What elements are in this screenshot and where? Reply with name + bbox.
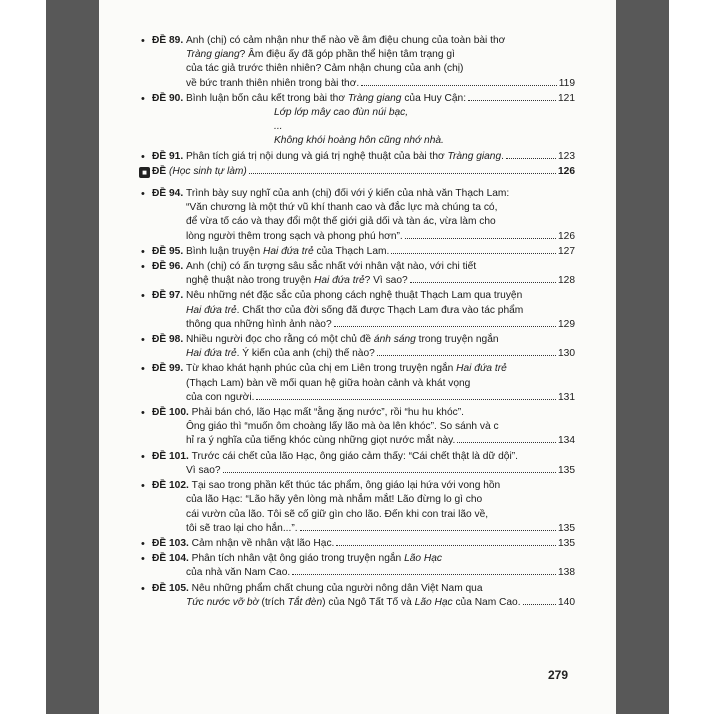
toc-entry-line: ĐỀ 102. Tại sao trong phần kết thúc tác phẩm, ông giáo lại hứa với vong hồn [152, 480, 501, 492]
toc-entry-number: ĐỀ 94. [152, 188, 186, 200]
toc-entry-line: của tác giả trước thiên nhiên? Cảm nhận chung của anh (chị) [186, 63, 464, 75]
toc-entry-line: ĐỀ 90. Bình luận bốn câu kết trong bài thơ Tràng giang của Huy Cận: 121 [152, 92, 575, 106]
bullet-icon: • [141, 188, 145, 201]
toc-entry-line: của con người. 131 [152, 391, 575, 405]
toc-entry-number: ĐỀ 90. [152, 92, 186, 104]
toc-entry-number: ĐỀ 104. [152, 553, 192, 565]
bullet-icon: • [141, 245, 145, 258]
toc-page-number: 130 [558, 348, 575, 360]
toc-page-number: 129 [558, 318, 575, 330]
toc-page-number: 126 [558, 165, 575, 177]
toc-entry-number: ĐỀ 100. [152, 407, 192, 419]
toc-entry [139, 479, 575, 536]
toc-entry-line: ĐỀ 100. Phải bán chó, lão Hạc mất “ằng ặng nước”, rồi “hu hu khóc”. [152, 407, 464, 419]
toc-entry-line: Tràng giang? Âm điệu ấy đã góp phần thể hiện tâm trạng gì [186, 49, 455, 61]
toc-entry-line: tôi sẽ trao lại cho hắn...”. 135 [152, 522, 575, 536]
toc-entry-line: của nhà văn Nam Cao. 138 [152, 566, 575, 580]
toc-entry-line: nghệ thuật nào trong truyện Hai đứa trẻ? Vì sao? 128 [152, 274, 575, 288]
toc-entry [139, 150, 575, 164]
toc-entry-number: ĐỀ 98. [152, 334, 186, 346]
page-number: 279 [548, 668, 569, 682]
poem-line: Lớp lớp mây cao đùn núi bạc, [274, 107, 409, 119]
toc-page-number: 140 [558, 596, 575, 608]
toc-entry-number: ĐỀ 96. [152, 261, 186, 273]
toc-entry-line: ĐỀ 103. Cảm nhận về nhân vật lão Hạc. 135 [152, 537, 575, 551]
right-frame [616, 0, 669, 714]
toc-entry [139, 245, 575, 259]
toc-entry-line: thông qua những hình ảnh nào? 129 [152, 318, 575, 332]
toc-entry [139, 260, 575, 288]
bullet-icon: • [141, 261, 145, 274]
bullet-icon: • [141, 582, 145, 595]
toc-entry [139, 537, 575, 551]
toc-entry-line: về bức tranh thiên nhiên trong bài thơ. 119 [152, 77, 575, 91]
toc-page-number: 135 [558, 522, 575, 534]
toc-entry-line: Ông giáo thì “muốn ôm choàng lấy lão mà òa lên khóc”. So sánh và c [186, 421, 499, 433]
poem-line: ... [274, 121, 283, 133]
square-marker-icon: ■ [139, 167, 150, 178]
toc-entry-number: ĐỀ 97. [152, 290, 186, 302]
toc-entry-line: để vừa tố cáo và thay đổi một thế giới giả dối và tàn ác, vừa làm cho [186, 216, 496, 228]
toc-page-number: 126 [558, 230, 575, 242]
toc-entry-number: ĐỀ 102. [152, 480, 192, 492]
bullet-icon: • [141, 290, 145, 303]
toc-entry [139, 289, 575, 332]
toc-page-number: 128 [558, 275, 575, 287]
toc-entry-number: ĐỀ 89. [152, 35, 186, 46]
toc-page-number: 131 [558, 391, 575, 403]
bullet-icon: • [141, 407, 145, 420]
toc-entry-number: ĐỀ 101. [152, 450, 192, 462]
toc-entry-line: “Văn chương là một thứ vũ khí thanh cao và đắc lực mà chúng ta có, [186, 202, 498, 214]
toc-entry [139, 582, 575, 610]
bullet-icon: • [141, 35, 145, 47]
toc-entry [139, 333, 575, 361]
toc-page-number: 121 [558, 92, 575, 104]
toc-entry-line: ĐỀ 99. Từ khao khát hạnh phúc của chị em Liên trong truyện ngắn Hai đứa trẻ [152, 363, 507, 375]
bullet-icon: • [141, 334, 145, 347]
toc-entry-line: (Thạch Lam) bàn về mối quan hệ giữa hoàn cảnh và khát vọng [186, 377, 471, 389]
toc-entry [139, 552, 575, 580]
toc-page-number: 119 [558, 77, 575, 89]
toc-entry-line: Hai đứa trẻ. Chất thơ của đời sống đã được Thạch Lam đưa vào tác phẩm [186, 304, 524, 316]
bullet-icon: • [141, 363, 145, 376]
toc-entry [139, 187, 575, 244]
bullet-icon: • [141, 150, 145, 163]
toc-entry [139, 406, 575, 449]
toc-entry-line: hỉ ra ý nghĩa của tiếng khóc cùng những giọt nước mắt này. 134 [152, 434, 575, 448]
toc-entry [139, 450, 575, 478]
toc-entry-text: ĐỀ (Học sinh tự làm) [152, 165, 247, 177]
toc-entry-self-study [139, 165, 575, 179]
toc-entry-line: ĐỀ 97. Nêu những nét đặc sắc của phong cách nghệ thuật Thạch Lam qua truyện [152, 290, 523, 302]
toc-entry-line: ĐỀ 96. Anh (chị) có ấn tượng sâu sắc nhất với nhân vật nào, với chi tiết [152, 261, 477, 273]
toc-entry-line: của lão Hạc: “Lão hãy yên lòng mà nhắm mắt! Lão đừng lo gì cho [186, 494, 483, 506]
toc-entry-line: ĐỀ 89. Anh (chị) có cảm nhận như thế nào về âm điệu chung của toàn bài thơ [152, 35, 506, 46]
bullet-icon: • [141, 480, 145, 493]
toc-page-number: 134 [558, 435, 575, 447]
toc-entry-line: ĐỀ 91. Phân tích giá trị nội dung và giá trị nghệ thuật của bài thơ Tràng giang. 123 [152, 150, 575, 164]
bullet-icon: • [141, 553, 145, 566]
toc-entry-line: ĐỀ 98. Nhiều người đọc cho rằng có một chủ đề ánh sáng trong truyện ngắn [152, 334, 499, 346]
toc-entry-number: ĐỀ 99. [152, 363, 186, 375]
toc-entry-number: ĐỀ 95. [152, 245, 186, 257]
toc-entry [139, 34, 575, 91]
toc-entry-line: ĐỀ 101. Trước cái chết của lão Hạc, ông giáo cảm thấy: “Cái chết thật là dữ dội”. [152, 450, 518, 462]
toc-page-number: 127 [558, 245, 575, 257]
table-of-contents [139, 34, 575, 611]
left-frame [46, 0, 99, 714]
toc-entry-number: ĐỀ 91. [152, 150, 186, 162]
bullet-icon: • [141, 92, 145, 105]
toc-page-number: 138 [558, 567, 575, 579]
toc-entry-line: lòng người thêm trong sạch và phong phú hơn”. 126 [152, 230, 575, 244]
toc-entry-number: ĐỀ 105. [152, 582, 192, 594]
toc-entry [139, 92, 575, 149]
bullet-icon: • [141, 450, 145, 463]
toc-entry-line: Tức nước vỡ bờ (trích Tắt đèn) của Ngô Tất Tố và Lão Hạc của Nam Cao. 140 [152, 596, 575, 610]
toc-entry-line: cái vườn của lão. Tôi sẽ cố giữ gìn cho lão. Đến khi con trai lão về, [186, 508, 489, 520]
toc-entry-line: Hai đứa trẻ. Ý kiến của anh (chị) thế nào? 130 [152, 347, 575, 361]
toc-entry-line: ĐỀ 105. Nêu những phẩm chất chung của người nông dân Việt Nam qua [152, 582, 483, 594]
bullet-icon: • [141, 537, 145, 550]
toc-entry-line: ĐỀ 104. Phân tích nhân vật ông giáo trong truyện ngắn Lão Hạc [152, 553, 443, 565]
toc-entry [139, 362, 575, 405]
toc-entry-line: ĐỀ 94. Trình bày suy nghĩ của anh (chị) đối với ý kiến của nhà văn Thạch Lam: [152, 188, 510, 200]
toc-page-number: 135 [558, 537, 575, 549]
toc-entry-line: ĐỀ 95. Bình luận truyện Hai đứa trẻ của Thạch Lam. 127 [152, 245, 575, 259]
toc-page-number: 135 [558, 464, 575, 476]
toc-entry-line: Vì sao? 135 [152, 464, 575, 478]
poem-line: Không khói hoàng hôn cũng nhớ nhà. [274, 135, 444, 147]
toc-entry-number: ĐỀ 103. [152, 537, 192, 549]
toc-page-number: 123 [558, 150, 575, 162]
